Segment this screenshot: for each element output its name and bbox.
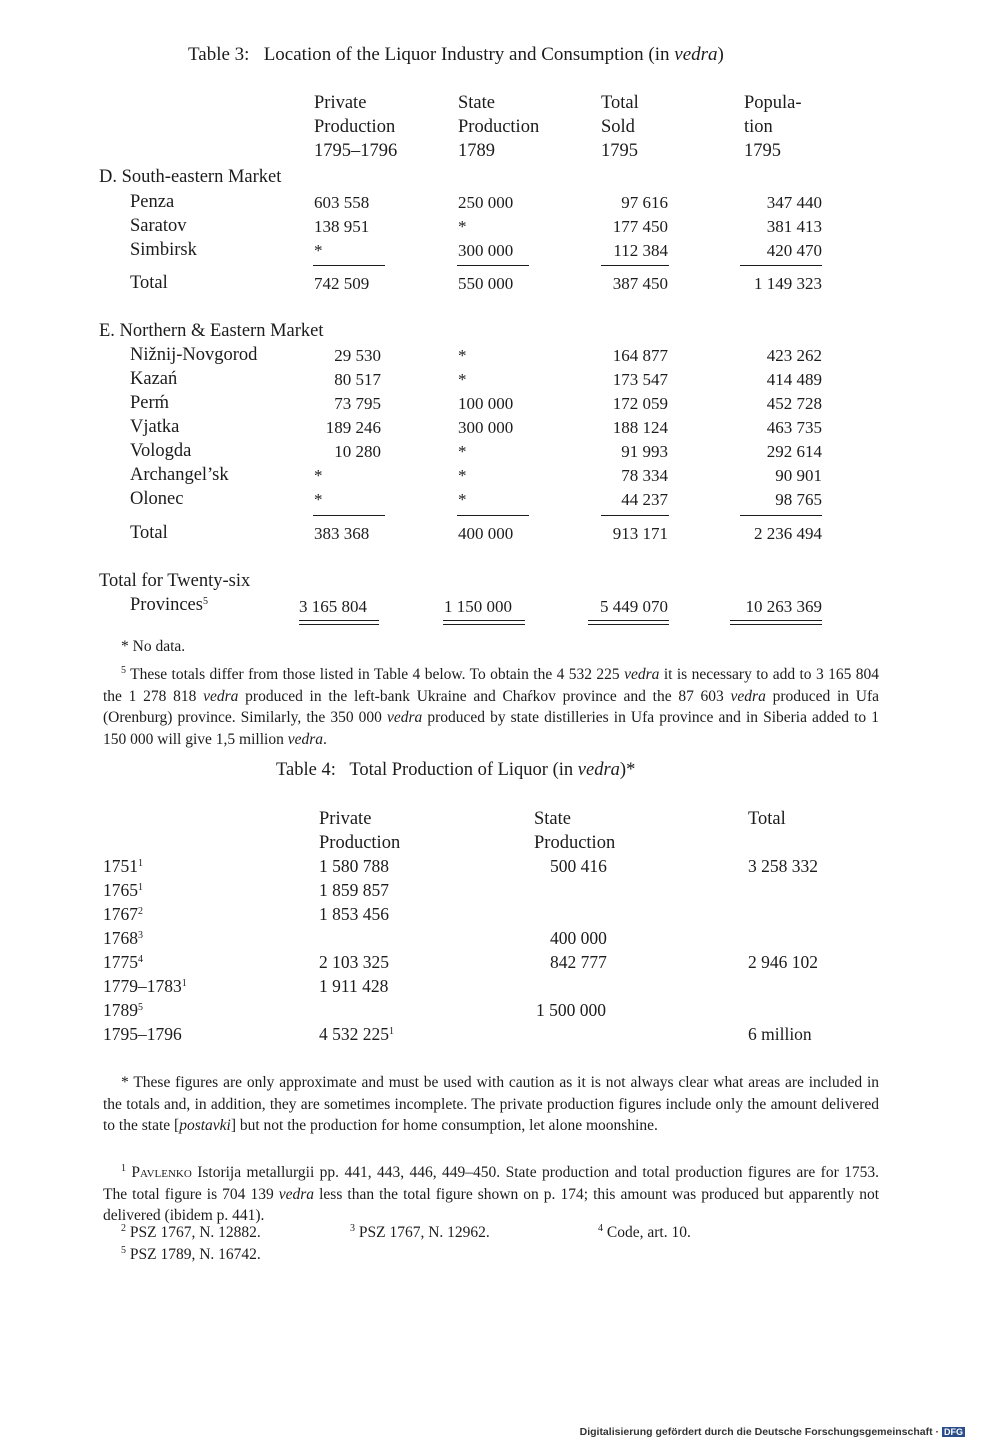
row-kazan-private: 80 517 [334, 370, 381, 389]
section-d-underline-state [457, 265, 529, 266]
section-e-total-sold: 913 171 [612, 524, 668, 543]
section-e-total-pop: 2 236 494 [754, 524, 822, 543]
row-vjatka-pop: 463 735 [766, 418, 822, 437]
t4-row-private: 1 859 857 [319, 880, 389, 900]
t3-note-5-text-1: These totals differ from those listed in Table 4 below. To obtain the 4 532 225 [130, 666, 620, 683]
t4-note-4-text: Code, art. 10. [606, 1224, 691, 1241]
t3-header-sold [601, 91, 639, 163]
row-kazan-pop: 414 489 [766, 370, 822, 389]
grand-total-state: 1 150 000 [444, 597, 512, 616]
t3-note-5-text-4: produced in Ufa (Orenburg) province. Similarly, the 350 000 [103, 687, 880, 726]
row-perm-state: 100 000 [458, 394, 514, 413]
row-niznij-name: Nižnij-Novgorod [130, 345, 258, 365]
t4-row-year-text: 1768 [103, 928, 138, 948]
row-olonec-sold: 44 237 [621, 490, 668, 509]
row-penza-state: 250 000 [458, 193, 514, 212]
t4-row-year-text: 1767 [103, 904, 138, 924]
row-vjatka-private: 189 246 [325, 418, 381, 437]
grand-total-dbl-underline-pop-1 [730, 620, 822, 621]
t4-row-year-text: 1751 [103, 856, 138, 876]
section-d-underline-sold [601, 265, 669, 266]
t3-header-pop [744, 91, 802, 163]
grand-total-dbl-underline-private-2 [299, 624, 379, 625]
row-simbirsk-private: * [314, 241, 323, 260]
row-saratov-sold: 177 450 [612, 217, 668, 236]
row-niznij-private: 29 530 [334, 346, 381, 365]
t4-note-3-text: PSZ 1767, N. 12962. [358, 1224, 490, 1241]
t4-note-1-text-1: Istorija metallurgii pp. 441, 443, 446, 449–450. State production and total production figures are for 1753. The total figure is 704 139 [103, 1164, 880, 1203]
t3-header-state-l3: 1789 [458, 141, 495, 161]
t4-note-1 [103, 1158, 879, 1227]
section-d-underline-private [313, 265, 385, 266]
grand-total-dbl-underline-private-1 [299, 620, 379, 621]
row-saratov-private: 138 951 [314, 217, 370, 236]
t4-header-total [748, 807, 786, 831]
t4-row-year [103, 904, 143, 925]
t4-header-state [534, 807, 615, 855]
t4-header-state-l2: Production [534, 833, 616, 853]
section-e-total-name: Total [130, 523, 168, 543]
t4-note-3-marker: 3 [350, 1223, 355, 1234]
grand-total-label-l1: Total for Twenty-six [99, 571, 251, 591]
row-saratov-pop: 381 413 [766, 217, 822, 236]
row-perm-name: Perḿ [130, 393, 170, 413]
row-vologda-sold: 91 993 [621, 442, 668, 461]
t3-header-state-l1: State [458, 93, 495, 113]
section-e-label: E. Northern & Eastern Market [99, 321, 324, 341]
t3-note-5-text-2: it is necessary to add to 3 165 804 the 1 278 818 [103, 666, 880, 705]
t4-note-2-text: PSZ 1767, N. 12882. [129, 1224, 261, 1241]
t3-note-5-italic-2: vedra [203, 687, 239, 705]
t4-row-year-text: 1779–1783 [103, 976, 182, 996]
row-niznij-state: * [458, 346, 467, 365]
t4-row-state: 1 500 000 [536, 1000, 606, 1020]
row-olonec-private: * [314, 490, 323, 509]
t4-note-1-marker: 1 [121, 1163, 126, 1174]
t4-note-1-author: Pavlenko [131, 1164, 192, 1181]
t4-row-total: 2 946 102 [748, 952, 818, 972]
t4-note-3 [350, 1223, 490, 1242]
grand-total-dbl-underline-state-1 [443, 620, 525, 621]
row-penza-sold: 97 616 [621, 193, 668, 212]
t3-note-5-italic-4: vedra [386, 709, 423, 726]
t4-note-star-text-1: * These figures are only approximate and must be used with caution as it is not always clear what areas are included in the totals and, in addition, they are sometimes incomplete. The private production figures include only the amount delivered to the state [ [103, 1074, 879, 1134]
row-vjatka-sold: 188 124 [612, 418, 668, 437]
t4-row-private: 1 911 428 [319, 976, 389, 996]
row-saratov-name: Saratov [130, 216, 187, 236]
t4-row-year [103, 952, 143, 973]
t3-header-pop-l2: tion [744, 117, 773, 137]
row-olonec-name: Olonec [130, 489, 184, 509]
row-kazan-sold: 173 547 [612, 370, 668, 389]
table3-title-prefix: Table 3: [188, 44, 250, 65]
row-penza-pop: 347 440 [766, 193, 822, 212]
t4-note-5 [121, 1245, 261, 1264]
table4-title-text: Total Production of Liquor (in [349, 760, 574, 780]
section-e-underline-pop [740, 515, 822, 516]
row-simbirsk-name: Simbirsk [130, 240, 197, 260]
row-niznij-sold: 164 877 [612, 346, 668, 365]
t3-note-5-marker: 5 [121, 665, 126, 676]
t4-note-2-marker: 2 [121, 1223, 126, 1234]
section-e-underline-state [457, 515, 529, 516]
t3-header-private-l3: 1795–1796 [314, 141, 398, 161]
t4-note-1-text-2: less than the total figure shown on p. 174; this amount was produced but apparently not delivered (ibidem p. 441). [103, 1185, 880, 1224]
t3-header-sold-l2: Sold [601, 117, 635, 137]
grand-total-sold: 5 449 070 [600, 597, 668, 616]
t4-row-total: 3 258 332 [748, 856, 818, 876]
dfg-footer-text: Digitalisierung gefördert durch die Deutsche Forschungsgemeinschaft · [579, 1426, 939, 1438]
t3-header-pop-l3: 1795 [744, 141, 781, 161]
t4-row-private [319, 1024, 394, 1045]
t4-row-year-text: 1775 [103, 952, 138, 972]
table3-title-close: ) [717, 44, 724, 65]
grand-total-dbl-underline-state-2 [443, 624, 525, 625]
t4-row-year [103, 928, 143, 949]
row-vjatka-state: 300 000 [458, 418, 514, 437]
t4-row-year-sup: 1 [138, 882, 143, 893]
t4-row-year-text: 1795–1796 [103, 1024, 182, 1044]
section-d-label: D. South-eastern Market [99, 167, 282, 187]
t3-header-sold-l3: 1795 [601, 141, 638, 161]
t3-note-5-text-6: . [323, 730, 327, 748]
t4-row-year [103, 880, 143, 901]
t3-header-state-l2: Production [458, 117, 540, 137]
table3-title-text: Location of the Liquor Industry and Consumption (in [263, 44, 670, 65]
row-kazan-state: * [458, 370, 467, 389]
section-e-total-state: 400 000 [458, 524, 514, 543]
section-d-total-pop: 1 149 323 [754, 274, 822, 293]
row-penza-name: Penza [130, 192, 175, 212]
t4-row-year-sup: 2 [138, 906, 143, 917]
t4-row-year [103, 1024, 182, 1045]
t4-note-star-italic: postavki [179, 1117, 231, 1134]
row-olonec-state: * [458, 490, 467, 509]
t4-row-private: 2 103 325 [319, 952, 389, 972]
t3-note-5-italic-1: vedra [624, 666, 660, 683]
row-simbirsk-state: 300 000 [458, 241, 514, 260]
t4-row-year-sup: 3 [138, 930, 143, 941]
t3-note-5-text-5: produced by state distilleries in Ufa province and in Siberia added to 1 150 000 will give 1,5 million [103, 709, 880, 748]
section-e-underline-private [313, 515, 385, 516]
dfg-footer [580, 1426, 965, 1438]
t4-row-year-sup: 1 [138, 858, 143, 869]
grand-total-dbl-underline-pop-2 [730, 624, 822, 625]
grand-total-dbl-underline-sold-1 [588, 620, 669, 621]
section-e-total-private: 383 368 [314, 524, 370, 543]
row-archangelsk-state: * [458, 466, 467, 485]
t4-row-year [103, 856, 143, 877]
t4-row-private: 1 853 456 [319, 904, 389, 924]
t4-note-4-marker: 4 [598, 1223, 603, 1234]
t4-row-private-text: 4 532 225 [319, 1024, 389, 1044]
t3-note-5 [103, 660, 879, 750]
table3-title [188, 44, 724, 66]
t4-row-private: 1 580 788 [319, 856, 389, 876]
row-vologda-state: * [458, 442, 467, 461]
t4-row-year-text: 1789 [103, 1000, 138, 1020]
section-e-underline-sold [601, 515, 669, 516]
table4-title-italic: vedra [577, 760, 620, 780]
t4-header-private-l2: Production [319, 833, 401, 853]
t4-row-state: 400 000 [550, 928, 607, 948]
t4-row-year [103, 976, 187, 997]
row-niznij-pop: 423 262 [766, 346, 822, 365]
row-perm-sold: 172 059 [612, 394, 668, 413]
section-d-total-name: Total [130, 273, 168, 293]
t3-header-state [458, 91, 539, 163]
t3-header-private-l1: Private [314, 93, 367, 113]
t3-header-private-l2: Production [314, 117, 396, 137]
t4-row-total: 6 million [748, 1024, 812, 1044]
row-olonec-pop: 98 765 [775, 490, 822, 509]
grand-total-label-text: Provinces [130, 595, 203, 615]
grand-total-dbl-underline-sold-2 [588, 624, 669, 625]
row-archangelsk-name: Archangel’sk [130, 465, 229, 485]
grand-total-pop: 10 263 369 [745, 597, 822, 616]
row-vologda-name: Vologda [130, 441, 192, 461]
grand-total-private: 3 165 804 [299, 597, 367, 616]
section-d-total-private: 742 509 [314, 274, 370, 293]
t4-note-star [103, 1072, 879, 1137]
section-d-total-sold: 387 450 [612, 274, 668, 293]
t4-header-state-l1: State [534, 809, 571, 829]
row-perm-private: 73 795 [334, 394, 381, 413]
row-archangelsk-private: * [314, 466, 323, 485]
row-penza-private: 603 558 [314, 193, 370, 212]
t4-note-4 [598, 1223, 691, 1242]
t3-header-pop-l1: Popula- [744, 93, 802, 113]
t4-row-state: 842 777 [550, 952, 607, 972]
row-perm-pop: 452 728 [766, 394, 822, 413]
t4-row-year-text: 1765 [103, 880, 138, 900]
t4-row-private-sup: 1 [389, 1026, 394, 1037]
t3-note-5-italic-3: vedra [730, 687, 766, 705]
section-d-total-state: 550 000 [458, 274, 514, 293]
t4-row-year-sup: 5 [138, 1002, 143, 1013]
row-archangelsk-pop: 90 901 [775, 466, 822, 485]
t4-header-private-l1: Private [319, 809, 372, 829]
grand-total-footnote-ref: 5 [202, 596, 208, 607]
table4-title-close: )* [619, 760, 636, 780]
t4-note-5-marker: 5 [121, 1245, 126, 1256]
t3-note-5-text-3: produced in the left-bank Ukraine and Chaŕkov province and the 87 603 [245, 687, 724, 705]
row-vologda-pop: 292 614 [766, 442, 822, 461]
t4-note-2 [121, 1223, 261, 1242]
dfg-logo: DFG [944, 1427, 963, 1437]
t3-header-private [314, 91, 397, 163]
row-kazan-name: Kazań [130, 369, 178, 389]
t4-row-year-sup: 4 [138, 954, 143, 965]
t4-row-year [103, 1000, 143, 1021]
t4-row-state: 500 416 [550, 856, 607, 876]
row-vjatka-name: Vjatka [130, 417, 180, 437]
t3-header-sold-l1: Total [601, 93, 639, 113]
t4-note-5-text: PSZ 1789, N. 16742. [129, 1246, 261, 1263]
row-vologda-private: 10 280 [334, 442, 381, 461]
table4-title [276, 760, 635, 781]
t4-note-star-text-2: ] but not the production for home consumption, let alone moonshine. [230, 1117, 658, 1134]
grand-total-label-l2 [130, 595, 208, 616]
table4-title-prefix: Table 4: [276, 760, 336, 780]
row-simbirsk-sold: 112 384 [613, 241, 668, 260]
row-simbirsk-pop: 420 470 [766, 241, 822, 260]
table3-title-italic: vedra [674, 44, 718, 65]
t4-header-total-l1: Total [748, 809, 786, 829]
t3-note-no-data: * No data. [121, 638, 186, 655]
section-d-underline-pop [740, 265, 822, 266]
t3-note-5-italic-5: vedra [287, 730, 324, 748]
row-saratov-state: * [458, 217, 467, 236]
row-archangelsk-sold: 78 334 [621, 466, 668, 485]
t4-row-year-sup: 1 [181, 978, 187, 989]
t4-header-private [319, 807, 400, 855]
t4-note-1-italic: vedra [278, 1185, 315, 1203]
